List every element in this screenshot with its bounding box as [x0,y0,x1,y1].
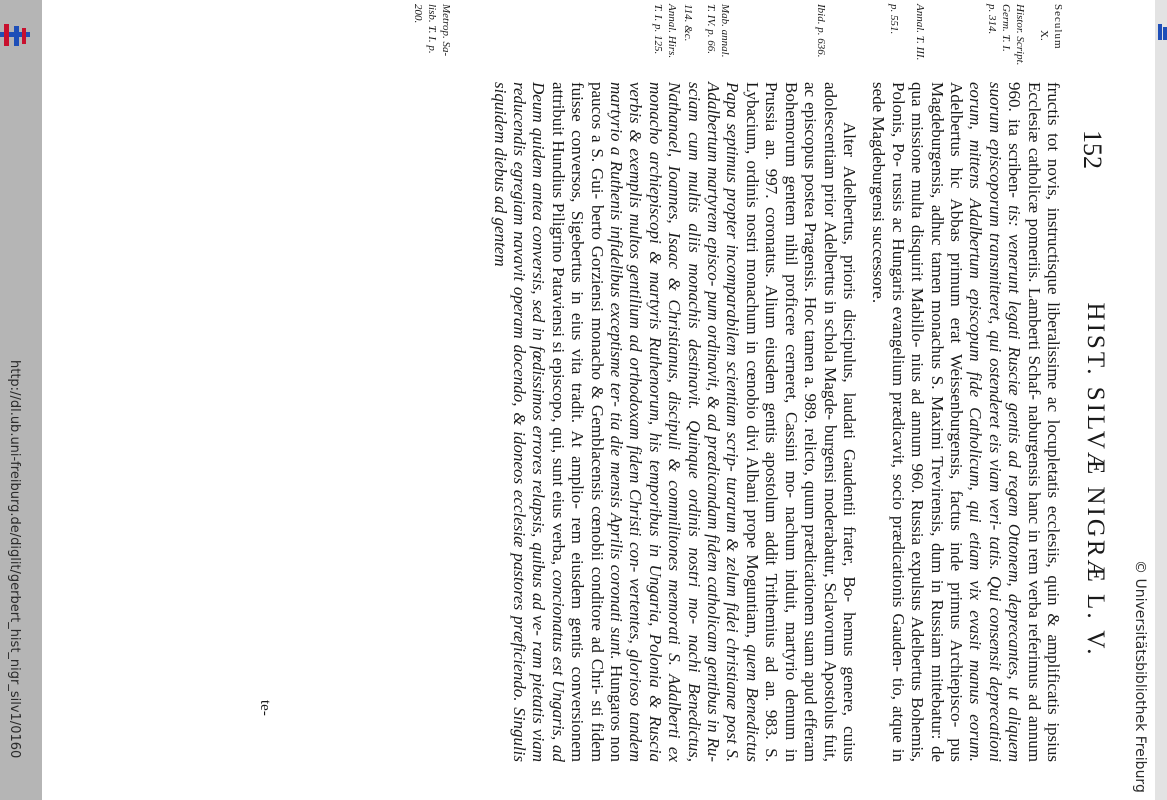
right-logo-icon [1157,24,1167,40]
margin-note: Histor. Script. [1014,4,1026,66]
text-line: tis: venerunt legati Rusciæ gentis ad regem Ottonem, deprecantes, ut [1005,205,1025,708]
margin-note: p. 314. [986,4,998,35]
text-line: burgensi moderabatur, Sclavorum Apostolus fuit, ac episcopus postea [801,82,840,762]
text-line: Hungaros non paucos a S. Gui- [587,82,627,762]
text-line: rem eiusdem gentis conversionem attribuit Hundius Piligrino Pataviensi [548,82,588,762]
text-line: concionatus est Ungaris, ad Deum [529,82,568,763]
text-line: nius ad annum 960. Russia expulsus Adelbertus Bohemis, Polonis, Po- [888,82,928,762]
text-line: fide Catholicum, qui etiam vix evasit manus eorum. [966,371,986,762]
paragraph-1 [869,82,1063,762]
text-line: verbis & exemplis multos gentilium ad orthodoxam fidem Christi con- [626,82,646,579]
margin-notes [245,0,1065,80]
text-line: turarum & zelum fidei christianæ post S. Adalbertum martyrem episco- [704,82,743,762]
margin-note: 114. &c. [682,4,694,42]
text-line: quin & amplificatis ipsius Ecclesiæ catholicæ pomeriis. Lamberti Schaf- [1024,82,1063,762]
text-line: Alter Adelbertus, prioris discipulus, laudati Gaudentii frater, Bo- [839,122,859,613]
paragraph-2 [490,82,859,762]
scanned-page [235,0,1115,763]
text-line: sti fidem fuisse conversos, Sigebertus in eius vita tradit. At amplio- [568,82,607,762]
page-header [1069,0,1109,760]
page-url[interactable]: http://dl.ub.uni-freiburg.de/diglit/gerbert_hist_nigr_silv1/0160 [7,360,22,759]
text-line: aliquem suorum episcoporum transmitteret, qui ostenderet eis viam veri- [985,82,1025,762]
margin-note: T. IV. p. 66. [705,4,717,55]
text-line: hemus genere, cuius adolescentiam prior Adelbertus in schola Magde- [820,82,859,762]
text-line: tio, atque in sede Magdeburgensi successore. [869,82,908,762]
text-line: dum in Russiam mittebatur: de qua missione multa disquirit Mabillo- [908,82,947,762]
margin-note: 200. [412,4,424,24]
margin-note: Annal. Hirs. [666,4,678,59]
text-line: apud efferam Bohemorum gentem nihil proficere cerneret, Cassini mo- [781,82,821,762]
text-line: russis ac Hungaris evangelium prædicavit, socio prædicationis Gauden- [888,172,908,678]
margin-note: p. 551. [888,4,900,35]
text-line: Adelbertus hic [946,82,966,199]
copyright-notice: © Universitätsbibliothek Freiburg [1132,560,1148,793]
text-line: idoneos ecclesiæ pastores præficiendo. Singulis siquidem diebus ad gentem [490,82,530,763]
text-line: pum ordinavit, & ad prædicandam fidem catholicam gentibus in Ru- [704,291,724,762]
text-line: fructis tot novis, instructisque liberalissime ac locupletatis ecclesiis, [1044,82,1063,576]
viewer-left-band [0,0,42,800]
text-line: ordinis nostri monachum in cœnobio divi Albani prope Moguntiam, [742,160,762,645]
text-line: pus Magdeburgensis, adhuc tamen monachus S. Maximi Trevirensis, [927,82,966,762]
text-line: Abbas primum erat Weissenburgensis, factus inde primus Archiepisco- [946,198,966,739]
text-line: martyris Ruthenorum, his temporibus in Ungaria, Polonia & Ruscia [645,271,665,762]
catchword: te- [257,700,273,716]
text-line: quidem antea conversis, sed in fœdissimos errores relapsis, quibus ad ve- [529,127,549,642]
text-line: si episcopo, qui, sunt eius verba, [548,341,568,570]
text-line: nachi Benedictus, Nathanael, Ioannes, Isaac & Christianus, discipuli [665,82,704,762]
text-line: nachum induit, martyrio demum in Prussia an. 997. coronatus. Alium [762,82,801,762]
body-text [490,82,1063,762]
margin-note: T. I. p. 125. [652,4,664,55]
margin-note: X. [1038,30,1050,41]
viewer-right-band [1155,0,1167,800]
running-head: HIST. SILVÆ NIGRÆ L. V. [1082,302,1109,658]
text-line: & commilitones memorati S. Adalberti ex monacho archiepiscopi & [645,82,685,762]
margin-note: lisb. T. I. p. [426,4,438,54]
text-line: eiusdem gentis apostolum addit Trithemius ad an. 983. S. Lybacium, [742,82,782,762]
text-line: tia die mensis Aprilis coronati sunt. [607,412,627,666]
text-line: berto Gorziensi monacho & Gemblacensis cœnobii conditore ad Chri- [587,205,607,701]
margin-note: Seculum [1052,4,1064,50]
text-line: tatis. Qui consensit deprecationi eorum, mittens Adalbertum episcopum [966,82,1005,762]
text-line: ram pietatis viam reducendis egregiam navavit operam docendo, & [510,82,549,762]
margin-note: Annal. T. III. [914,4,926,61]
library-logo-icon [0,24,34,46]
text-line: vertentes, glorioso tandem martyrio a Ruthenis infidelibus exceptisme ter- [607,82,646,762]
text-line: Pragensis. Hoc tamen a. 989. relicto, quum prædicationem suam [801,222,821,672]
text-line: naburgensis hanc in rem verba referimus ad annum 960. ita scriben- [1005,82,1044,762]
margin-note: Mab. annal. [719,4,731,58]
text-line: sciam cum multis aliis monachis destinavit. Quinque ordinis nostri mo- [684,82,704,635]
text-line: quem Benedictus Papa septimus propter incomparabilem scientiam scrip- [723,82,762,762]
margin-note: Ibid. p. 636. [815,4,827,58]
page-number: 152 [1078,130,1107,169]
margin-note: Germ. T. I. [1000,4,1012,52]
margin-note: Metrop. Sa- [440,4,452,57]
